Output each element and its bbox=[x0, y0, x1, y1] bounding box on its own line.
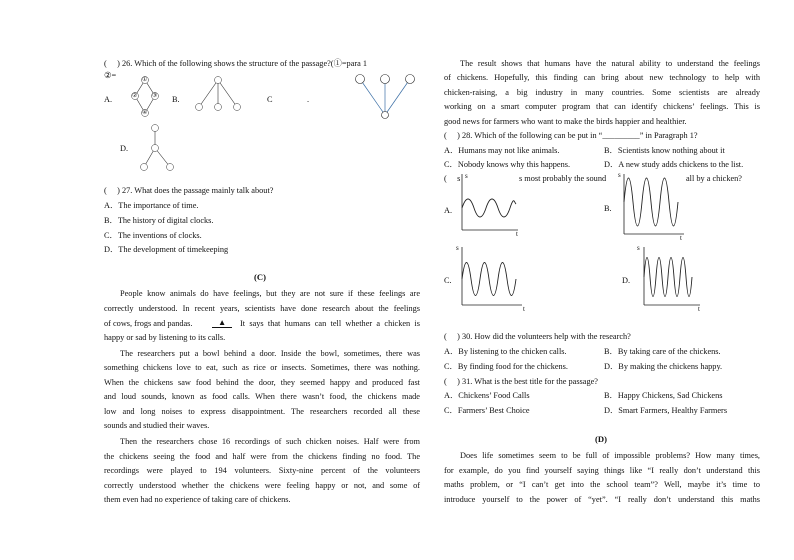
q30-option-a: A．By listening to the chicken calls. bbox=[444, 347, 567, 356]
text-line: Does life sometimes seem to be full of impossible problems? How many times, bbox=[460, 451, 760, 460]
q31-option-c: C．Farmers’ Best Choice bbox=[444, 406, 530, 415]
q29-option-c: C. bbox=[444, 276, 452, 285]
graph-a-axis-t: t bbox=[516, 230, 518, 238]
q26-option-a: A. bbox=[104, 95, 113, 104]
text-line: low and long noises to express disappointment. The researchers recorded all these bbox=[104, 407, 420, 416]
q30-option-d: D．By making the chickens happy. bbox=[604, 362, 723, 371]
q26-option-b: B. bbox=[172, 95, 180, 104]
structure-diagram-b bbox=[190, 72, 246, 112]
text-line: for example, do you find yourself saying things like “I really don’t understand this bbox=[444, 466, 760, 475]
q29-option-d: D. bbox=[622, 276, 631, 285]
q26-option-c-dot: . bbox=[307, 95, 310, 104]
text-line: the chickens seeing the food and half were from the chickens finding no food. The bbox=[104, 452, 420, 461]
diagram-label-1: ① bbox=[142, 77, 148, 83]
section-d-heading: (D) bbox=[595, 434, 607, 444]
text-line: It says that humans can tell whether a chicken is bbox=[240, 319, 420, 328]
text-line: Then the researchers chose 16 recordings of such chicken noises. Half were from bbox=[120, 437, 420, 446]
text-line: The result shows that humans have the natural ability to understand the feelings bbox=[460, 59, 760, 68]
q29-option-a: A. bbox=[444, 206, 453, 215]
structure-diagram-c bbox=[350, 70, 420, 122]
graph-d-axis-s: s bbox=[637, 244, 640, 252]
text-line: good news for farmers who want to make the birds happier and healthier. bbox=[444, 117, 687, 126]
q29-stem-mid: s most probably the sound bbox=[519, 174, 607, 183]
text-line: of cows, frogs and pandas. bbox=[104, 319, 193, 328]
q27-option-c: C．The inventions of clocks. bbox=[104, 231, 202, 240]
text-line: and loud sounds, known as food calls. When there wasn’t food, the chickens made bbox=[104, 392, 420, 401]
q31-stem: ( ) 31. What is the best title for the passage? bbox=[444, 377, 598, 386]
q31-option-b: B．Happy Chickens, Sad Chickens bbox=[604, 391, 723, 400]
text-line: something chickens love to eat, such as rice or insects. Sometimes, there was nothing. bbox=[104, 363, 420, 372]
diagram-label-4: ④ bbox=[142, 110, 148, 116]
q30-option-b: B．By taking care of the chickens. bbox=[604, 347, 721, 356]
text-line: them even had no experience of taking care of chickens. bbox=[104, 495, 291, 504]
q27-stem: ( ) 27. What does the passage mainly talk about? bbox=[104, 186, 274, 195]
q28-option-c: C．Nobody knows why this happens. bbox=[444, 160, 571, 169]
q27-option-a: A．The importance of time. bbox=[104, 201, 199, 210]
graph-b-axis-t: t bbox=[680, 234, 682, 242]
q29-stem-right: all by a chicken? bbox=[686, 174, 742, 183]
q31-option-a: A．Chickens’ Food Calls bbox=[444, 391, 530, 400]
q26-option-c: C bbox=[267, 95, 273, 104]
structure-diagram-d bbox=[136, 122, 180, 174]
text-line: sounds and studied their waves. bbox=[104, 421, 210, 430]
sound-wave-graph-b bbox=[616, 172, 688, 242]
text-line: People know animals do have feelings, but they are not sure if these feelings are bbox=[120, 289, 420, 298]
sound-wave-graph-c bbox=[456, 245, 526, 311]
text-line: correctly understood. In recent years, scientists have done research about the feelings bbox=[104, 304, 420, 313]
q28-option-d: D．A new study adds chickens to the list. bbox=[604, 160, 744, 169]
text-line: happy or sad by listening to its calls. bbox=[104, 333, 226, 342]
text-line: recordings were played to 194 volunteers. Sixty-nine percent of the volunteers bbox=[104, 466, 420, 475]
graph-d-axis-t: t bbox=[698, 305, 700, 313]
q30-stem: ( ) 30. How did the volunteers help with the research? bbox=[444, 332, 631, 341]
graph-c-axis-t: t bbox=[523, 305, 525, 313]
text-line: chicken-raising, a big industry in many countries. Some scientists are already bbox=[444, 88, 760, 97]
graph-b-axis-s: s bbox=[618, 171, 621, 179]
diagram-label-2: ② bbox=[132, 93, 138, 99]
q29-stem-left: ( s bbox=[444, 174, 461, 183]
graph-c-axis-s: s bbox=[456, 244, 459, 252]
q31-option-d: D．Smart Farmers, Healthy Farmers bbox=[604, 406, 728, 415]
section-c-heading: (C) bbox=[254, 272, 266, 282]
q27-option-d: D．The development of timekeeping bbox=[104, 245, 229, 254]
graph-a-axis-s: s bbox=[465, 172, 468, 180]
q29-option-b: B. bbox=[604, 204, 612, 213]
q28-option-b: B．Scientists know nothing about it bbox=[604, 146, 725, 155]
text-line: introduce yourself to the power of “yet”. “I really don’t understand this maths bbox=[444, 495, 760, 504]
text-line: correctly understood whether the chickens were feeling happy or not, and some of bbox=[104, 481, 420, 490]
text-line: The researchers put a bowl behind a door. Inside the bowl, sometimes, there was bbox=[120, 349, 420, 358]
text-line: of chickens. Hopefully, this finding can bring about new technology to help with bbox=[444, 73, 760, 82]
q26-option-d: D. bbox=[120, 144, 129, 153]
sound-wave-graph-d bbox=[638, 245, 704, 311]
q28-stem: ( ) 28. Which of the following can be put in “_________” in Paragraph 1? bbox=[444, 131, 698, 140]
text-line: maths problem, or “I can’t get into the school team”? Well, maybe it’s time to bbox=[444, 480, 760, 489]
q27-option-b: B．The history of digital clocks. bbox=[104, 216, 214, 225]
q26-stem-cont: ②= bbox=[104, 71, 117, 80]
diagram-label-3: ③ bbox=[152, 93, 158, 99]
text-line: When the chickens saw food behind the door, they seemed happy and produced fast bbox=[104, 378, 420, 387]
q26-stem: ( ) 26. Which of the following shows the structure of the passage?(①=para 1 bbox=[104, 59, 368, 68]
q30-option-c: C．By finding food for the chickens. bbox=[444, 362, 568, 371]
text-line: working on a smart computer program that can identify chickens’ feelings. This is bbox=[444, 102, 760, 111]
q28-option-a: A．Humans may not like animals. bbox=[444, 146, 560, 155]
blank-marker: ▲ bbox=[212, 318, 232, 328]
